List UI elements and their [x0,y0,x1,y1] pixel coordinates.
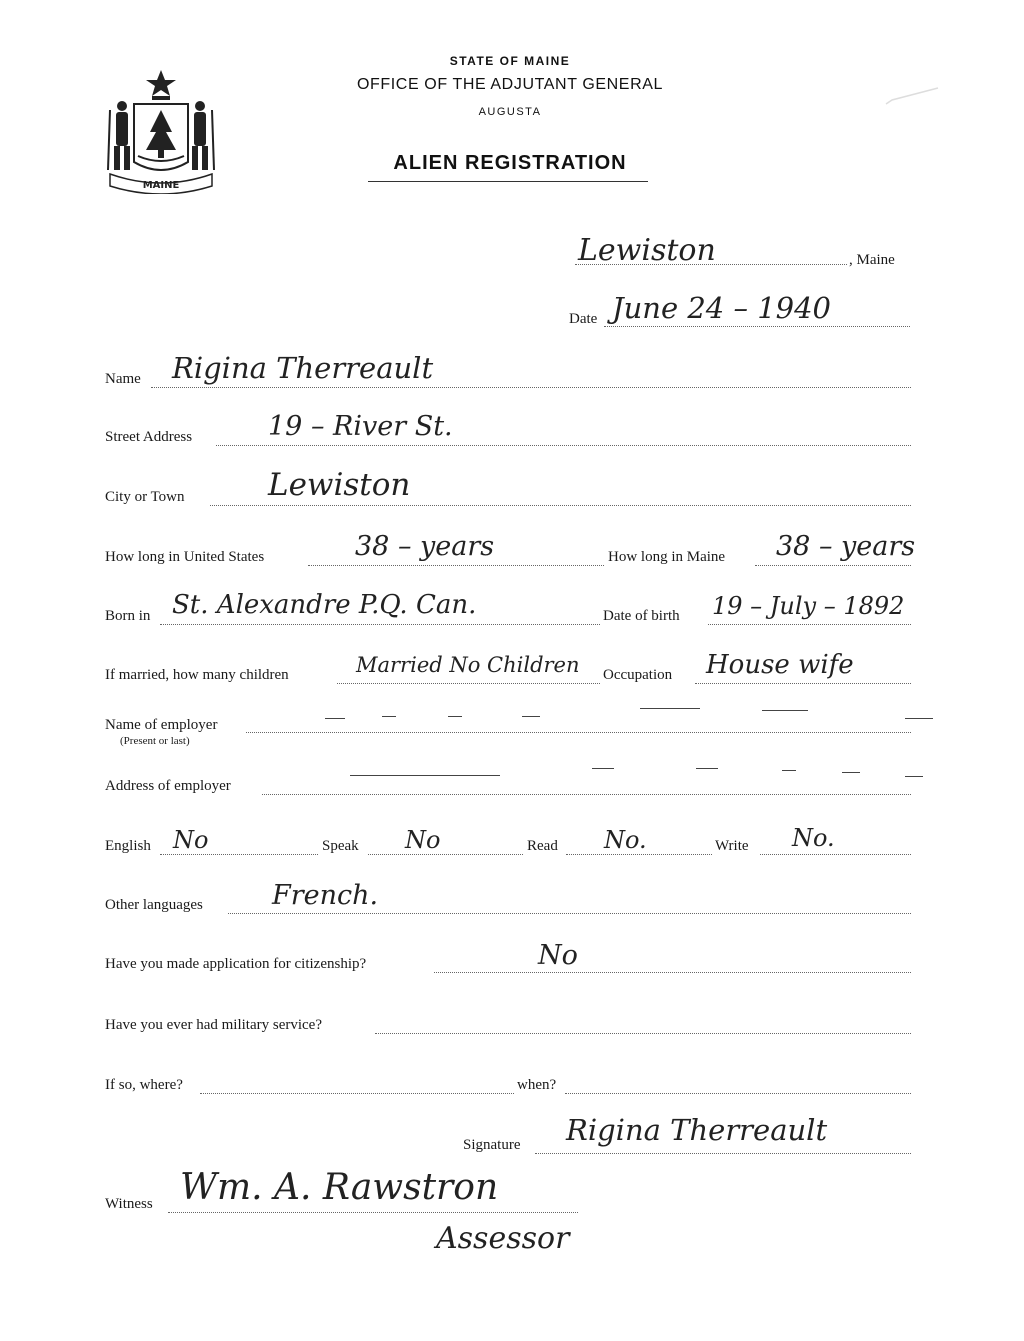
employer-address-label: Address of employer [105,778,231,794]
married-children-line [337,683,600,684]
signature-value: Rigina Therreault [566,1113,828,1147]
name-label: Name [105,371,141,387]
read-line [566,854,712,855]
speak-value: No [405,826,441,854]
citizenship-value: No [538,940,578,971]
employer-address-line [262,794,911,795]
date-of-birth-line [708,624,911,625]
how-long-maine-value: 38 – years [776,531,916,562]
how-long-maine-line [755,565,911,566]
blank-mark [350,775,500,776]
write-value: No. [792,824,835,852]
header-city: AUGUSTA [478,106,542,118]
signature-line [535,1153,911,1154]
city-value: Lewiston [268,467,411,503]
other-languages-line [228,913,911,914]
when-line [565,1093,911,1094]
svg-text:MAINE: MAINE [142,180,180,191]
city-line [210,505,911,506]
street-address-line [216,445,911,446]
when-label: when? [517,1077,557,1093]
title-underline [368,181,648,182]
read-value: No. [604,826,647,854]
speak-label: Speak [322,838,359,854]
born-in-line [160,624,600,625]
name-line [151,387,911,388]
employer-name-line [246,732,911,733]
married-children-label: If married, how many children [105,667,289,683]
witness-value: Wm. A. Rawstron [180,1167,499,1208]
witness-label: Witness [105,1196,153,1212]
write-label: Write [715,838,749,854]
blank-mark [905,776,923,777]
employer-note: (Present or last) [120,735,190,747]
date-line [604,326,910,327]
blank-mark [382,716,396,717]
write-line [760,854,911,855]
how-long-us-label: How long in United States [105,549,265,565]
how-long-maine-label: How long in Maine [608,549,726,565]
street-address-label: Street Address [105,429,193,445]
blank-mark [905,718,933,719]
signature-label: Signature [463,1137,521,1153]
military-label: Have you ever had military service? [105,1017,322,1033]
date-value: June 24 – 1940 [612,291,832,325]
citizenship-line [434,972,911,973]
date-label: Date [569,311,598,327]
witness-line [168,1212,578,1213]
date-of-birth-value: 19 – July – 1892 [712,592,905,620]
other-languages-value: French. [272,880,379,911]
english-value: No [173,826,209,854]
citizenship-label: Have you made application for citizenship? [105,956,367,972]
witness-title-value: Assessor [436,1221,570,1256]
blank-mark [762,710,808,711]
city-label: City or Town [105,489,185,505]
header-state: STATE OF MAINE [449,54,571,68]
occupation-line [695,683,911,684]
other-languages-label: Other languages [105,897,203,913]
blank-mark [592,768,614,769]
military-line [375,1033,911,1034]
blank-mark [640,708,700,709]
occupation-label: Occupation [603,667,673,683]
blank-mark [696,768,718,769]
maine-label: , Maine [849,252,895,268]
town-value: Lewiston [578,233,716,268]
header-office: OFFICE OF THE ADJUTANT GENERAL [356,76,664,93]
blank-mark [522,716,540,717]
married-children-value: Married No Children [356,653,580,677]
blank-mark [325,718,345,719]
how-long-us-value: 38 – years [355,531,495,562]
blank-mark [448,716,462,717]
if-so-where-label: If so, where? [105,1077,183,1093]
maine-state-seal-icon [102,66,220,194]
street-address-value: 19 – River St. [268,411,453,442]
blank-mark [842,772,860,773]
occupation-value: House wife [706,650,854,680]
date-of-birth-label: Date of birth [603,608,680,624]
name-value: Rigina Therreault [172,351,434,385]
check-mark-icon [884,84,940,108]
read-label: Read [527,838,558,854]
how-long-us-line [308,565,604,566]
employer-name-label: Name of employer [105,717,218,733]
if-so-where-line [200,1093,514,1094]
english-line [160,854,318,855]
born-in-label: Born in [105,608,151,624]
speak-line [368,854,523,855]
born-in-value: St. Alexandre P.Q. Can. [172,590,477,620]
form-title: ALIEN REGISTRATION [393,152,627,174]
blank-mark [782,770,796,771]
english-label: English [105,838,151,854]
